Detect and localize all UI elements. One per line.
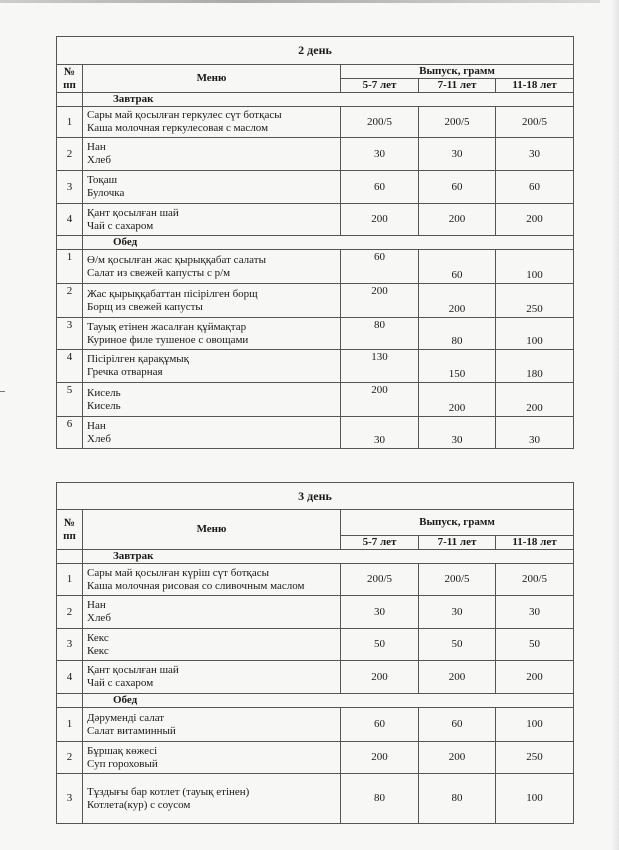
portion-5-7: 50 xyxy=(341,629,419,661)
portion-11-18: 200 xyxy=(496,204,574,236)
portion-11-18: 250 xyxy=(496,284,574,318)
dish-name-kz: Ө/м қосылған жас қырыққабат салаты xyxy=(87,253,266,266)
portion-5-7: 200 xyxy=(341,284,419,318)
row-number: 4 xyxy=(57,661,83,694)
dish-name-kz: Тоқаш xyxy=(87,174,118,186)
table-row xyxy=(57,250,574,284)
portion-7-11: 200 xyxy=(419,204,496,236)
portion-5-7: 30 xyxy=(341,596,419,629)
header-age-11-18: 11-18 лет xyxy=(496,536,574,550)
section-lunch: Обед xyxy=(83,694,574,708)
portion-7-11: 80 xyxy=(419,774,496,824)
portion-7-11: 60 xyxy=(419,708,496,742)
menu-table-day3 xyxy=(56,482,574,824)
portion-11-18: 100 xyxy=(496,774,574,824)
portion-7-11: 60 xyxy=(419,250,496,284)
row-number: 1 xyxy=(57,107,83,138)
portion-7-11: 80 xyxy=(419,318,496,350)
table-row xyxy=(57,107,574,138)
header-number: № пп xyxy=(57,510,83,550)
dish-name-ru: Салат витаминный xyxy=(87,724,176,737)
portion-5-7: 80 xyxy=(341,774,419,824)
dish-name-ru: Хлеб xyxy=(87,432,111,445)
portion-7-11: 50 xyxy=(419,629,496,661)
portion-7-11: 60 xyxy=(419,171,496,204)
portion-5-7: 30 xyxy=(341,138,419,171)
row-number: 2 xyxy=(57,138,83,171)
row-number: 2 xyxy=(57,284,83,318)
table-row xyxy=(57,318,574,350)
portion-5-7: 200 xyxy=(341,742,419,774)
portion-5-7: 60 xyxy=(341,708,419,742)
table-row xyxy=(57,774,574,824)
dish-name-ru: Булочка xyxy=(87,187,125,199)
row-number: 3 xyxy=(57,774,83,824)
dish-name-ru: Кисель xyxy=(87,399,121,412)
portion-7-11: 200/5 xyxy=(419,564,496,596)
dish-name-kz: Кекс xyxy=(87,631,109,644)
section-spacer xyxy=(57,694,83,708)
portion-7-11: 200 xyxy=(419,742,496,774)
row-number: 3 xyxy=(57,629,83,661)
portion-5-7: 200 xyxy=(341,661,419,694)
portion-5-7: 200 xyxy=(341,383,419,417)
header-number: № пп xyxy=(57,65,83,93)
dish-name-kz: Сары май қосылған күріш сүт ботқасы xyxy=(87,566,269,579)
dish-name-kz: Кисель xyxy=(87,386,121,399)
portion-11-18: 180 xyxy=(496,350,574,383)
header-age-5-7: 5-7 лет xyxy=(341,79,419,93)
portion-5-7: 60 xyxy=(341,171,419,204)
dish-name-kz: Пісірілген қарақұмық xyxy=(87,353,190,365)
portion-5-7: 60 xyxy=(341,250,419,284)
header-menu: Меню xyxy=(83,510,341,550)
table-row xyxy=(57,708,574,742)
portion-5-7: 80 xyxy=(341,318,419,350)
row-number: 1 xyxy=(57,708,83,742)
portion-5-7: 130 xyxy=(341,350,419,383)
portion-11-18: 60 xyxy=(496,171,574,204)
portion-11-18: 30 xyxy=(496,417,574,449)
dish-name-kz: Нан xyxy=(87,141,106,153)
portion-5-7: 200 xyxy=(341,204,419,236)
row-number: 4 xyxy=(57,204,83,236)
dish-name-kz: Сары май қосылған геркулес сүт ботқасы xyxy=(87,109,282,121)
row-number: 6 xyxy=(57,417,83,449)
table-row xyxy=(57,138,574,171)
dish-name-kz: Дәрумендi салат xyxy=(87,711,165,724)
header-age-5-7: 5-7 лет xyxy=(341,536,419,550)
section-spacer xyxy=(57,550,83,564)
dish-name-ru: Салат из свежей капусты с р/м xyxy=(87,266,231,279)
section-breakfast: Завтрак xyxy=(83,550,574,564)
portion-5-7: 30 xyxy=(341,417,419,449)
row-number: 3 xyxy=(57,171,83,204)
dish-name-kz: Нан xyxy=(87,419,106,432)
day-title: 3 день xyxy=(57,483,574,510)
portion-7-11: 200 xyxy=(419,284,496,318)
table-row xyxy=(57,629,574,661)
dish-name-kz: Бұршақ көжесі xyxy=(87,744,158,757)
day-title: 2 день xyxy=(57,37,574,65)
portion-7-11: 200/5 xyxy=(419,107,496,138)
portion-5-7: 200/5 xyxy=(341,107,419,138)
table-row xyxy=(57,350,574,383)
header-age-7-11: 7-11 лет xyxy=(419,536,496,550)
portion-7-11: 30 xyxy=(419,417,496,449)
dish-name-kz: Қант қосылған шай xyxy=(87,206,179,219)
portion-7-11: 200 xyxy=(419,383,496,417)
dish-name-kz: Тұздығы бар котлет (тауық етінен) xyxy=(87,785,250,798)
dish-name-kz: Нан xyxy=(87,599,106,611)
portion-11-18: 100 xyxy=(496,708,574,742)
portion-11-18: 50 xyxy=(496,629,574,661)
dish-name-ru: Борщ из свежей капусты xyxy=(87,300,203,313)
menu-table-day2 xyxy=(56,36,574,449)
table-row xyxy=(57,596,574,629)
row-number: 3 xyxy=(57,318,83,350)
margin-mark xyxy=(0,391,5,392)
portion-11-18: 200 xyxy=(496,661,574,694)
dish-name-ru: Котлета(кур) с соусом xyxy=(87,798,191,811)
section-breakfast: Завтрак xyxy=(83,93,574,107)
header-menu: Меню xyxy=(83,65,341,93)
table-row xyxy=(57,742,574,774)
dish-name-ru: Хлеб xyxy=(87,154,111,166)
portion-11-18: 100 xyxy=(496,318,574,350)
dish-name-ru: Куриное филе тушеное с овощами xyxy=(87,333,249,346)
table-row xyxy=(57,417,574,449)
table-row xyxy=(57,204,574,236)
dish-name-ru: Хлеб xyxy=(87,612,111,624)
table-row xyxy=(57,383,574,417)
dish-name-ru: Кекс xyxy=(87,644,109,657)
dish-name-ru: Каша молочная геркулесовая с маслом xyxy=(87,122,269,134)
portion-7-11: 150 xyxy=(419,350,496,383)
portion-11-18: 250 xyxy=(496,742,574,774)
dish-name-ru: Чай с сахаром xyxy=(87,677,154,689)
portion-11-18: 200/5 xyxy=(496,107,574,138)
portion-11-18: 100 xyxy=(496,250,574,284)
table-row xyxy=(57,564,574,596)
portion-5-7: 200/5 xyxy=(341,564,419,596)
portion-11-18: 30 xyxy=(496,138,574,171)
row-number: 2 xyxy=(57,596,83,629)
dish-name-kz: Жас қырыққабаттан пісірілген борщ xyxy=(87,287,258,300)
header-age-7-11: 7-11 лет xyxy=(419,79,496,93)
row-number: 4 xyxy=(57,350,83,383)
dish-name-ru: Гречка отварная xyxy=(87,366,163,378)
portion-11-18: 200/5 xyxy=(496,564,574,596)
row-number: 1 xyxy=(57,250,83,284)
table-row xyxy=(57,661,574,694)
portion-11-18: 200 xyxy=(496,383,574,417)
row-number: 5 xyxy=(57,383,83,417)
portion-7-11: 30 xyxy=(419,138,496,171)
portion-11-18: 30 xyxy=(496,596,574,629)
table-row xyxy=(57,284,574,318)
dish-name-ru: Чай с сахаром xyxy=(87,219,154,232)
scan-edge-line xyxy=(0,0,600,3)
dish-name-ru: Суп гороховый xyxy=(87,757,158,770)
row-number: 2 xyxy=(57,742,83,774)
row-number: 1 xyxy=(57,564,83,596)
section-lunch: Обед xyxy=(83,236,574,250)
header-output: Выпуск, грамм xyxy=(341,510,574,536)
dish-name-kz: Тауық етінен жасалған құймақтар xyxy=(87,320,247,333)
dish-name-ru: Каша молочная рисовая со сливочным маслом xyxy=(87,579,305,592)
header-age-11-18: 11-18 лет xyxy=(496,79,574,93)
portion-7-11: 30 xyxy=(419,596,496,629)
section-spacer xyxy=(57,236,83,250)
page-right-edge xyxy=(610,0,619,850)
section-spacer xyxy=(57,93,83,107)
header-output: Выпуск, грамм xyxy=(341,65,574,79)
table-row xyxy=(57,171,574,204)
dish-name-kz: Қант қосылған шай xyxy=(87,664,179,676)
portion-7-11: 200 xyxy=(419,661,496,694)
